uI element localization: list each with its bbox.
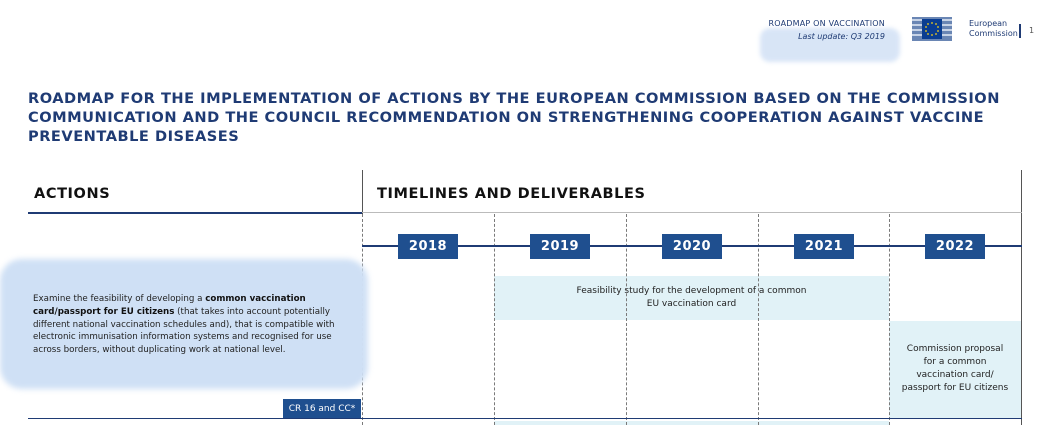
- logo-text-line1: European: [969, 19, 1008, 28]
- actions-underline: [28, 212, 362, 214]
- action-text-after: (that takes into account potentially different national vaccination schedules and), that is compatible with electronic immunisation information systems and recognised for use across borders, without duplicating work at national level.: [33, 306, 335, 356]
- last-update: Last update: Q3 2019: [798, 32, 885, 41]
- year-2022: 2022: [925, 234, 985, 259]
- commission-proposal-cell: [889, 321, 1021, 418]
- page-number: 1: [1029, 26, 1035, 35]
- header-divider: [362, 170, 363, 214]
- logo-divider: [1019, 24, 1021, 38]
- logo-text: [969, 19, 1018, 39]
- year-2019: 2019: [530, 234, 590, 259]
- right-border: [1021, 170, 1022, 425]
- actions-column-header: ACTIONS: [34, 186, 111, 202]
- timelines-underline: [362, 212, 1022, 213]
- proposal-line1: Commission proposal: [906, 344, 1004, 354]
- feasibility-study-cell: [494, 276, 889, 320]
- action-description: [33, 293, 341, 357]
- proposal-line4: passport for EU citizens: [901, 383, 1009, 393]
- proposal-line3: vaccination card/: [916, 370, 994, 380]
- year-2018: 2018: [398, 234, 458, 259]
- document-label: ROADMAP ON VACCINATION: [768, 19, 885, 28]
- timelines-column-header: TIMELINES AND DELIVERABLES: [377, 186, 646, 202]
- feasibility-line1: Feasibility study for the development of a common: [576, 286, 807, 296]
- year-2020: 2020: [662, 234, 722, 259]
- page-title: ROADMAP FOR THE IMPLEMENTATION OF ACTIONS BY THE EUROPEAN COMMISSION BASED ON THE COMMISSION COMMUNICATION AND THE COUNCIL RECOMMENDATION ON STRENGTHENING COOPERATION AGAINST VACCINE PREVENTABLE DISEASES: [28, 90, 1000, 145]
- feasibility-line2: EU vaccination card: [646, 299, 737, 309]
- eu-flag-icon: [912, 17, 952, 41]
- row-bottom-border: [28, 418, 1022, 419]
- logo-text-line2: Commission: [969, 29, 1018, 38]
- proposal-line2: for a common: [923, 357, 987, 367]
- action-text-before: Examine the feasibility of developing a: [33, 294, 206, 304]
- year-2021: 2021: [794, 234, 854, 259]
- reference-badge: CR 16 and CC*: [283, 399, 361, 419]
- next-row-cell: [494, 421, 889, 425]
- action-text-bold: common vaccination card/passport for EU citizens: [33, 294, 306, 317]
